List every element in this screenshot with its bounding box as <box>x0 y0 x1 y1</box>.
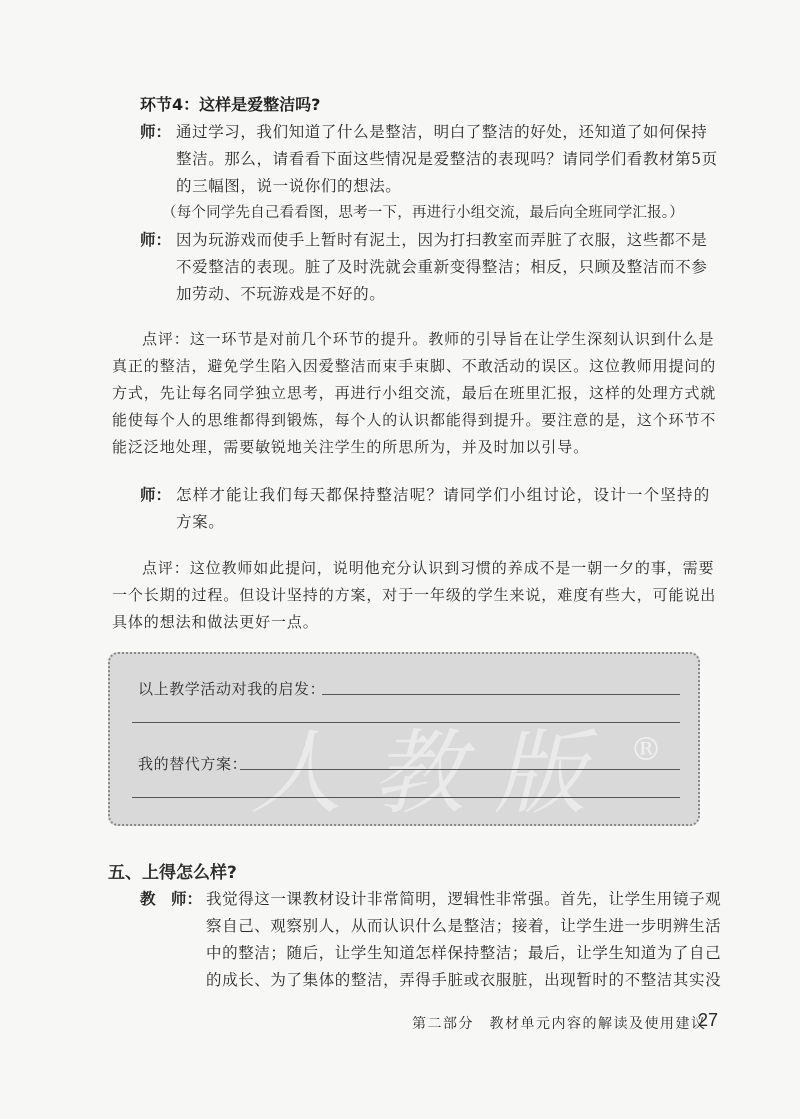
comment-line: 能泛泛地处理，需要敏锐地关注学生的所思所为，并及时加以引导。 <box>112 438 590 456</box>
teacher-label: 师： <box>140 486 172 504</box>
paragraph-line: 整洁。那么，请看看下面这些情况是爱整洁的表现吗？请同学们看教材第5页 <box>176 150 718 168</box>
comment-line: 点评：这位教师如此提问，说明他充分认识到习惯的养成不是一朝一夕的事，需要 <box>142 559 715 577</box>
inspiration-line-1[interactable] <box>322 694 680 695</box>
paragraph-line: 中的整洁；随后，让学生知道怎样保持整洁；最后，让学生知道为了自己 <box>206 944 722 962</box>
paragraph-line: 怎样才能让我们每天都保持整洁呢？请同学们小组讨论，设计一个坚持的 <box>176 486 711 504</box>
alternative-plan-label: 我的替代方案： <box>138 755 248 773</box>
paragraph-line: 我觉得这一课教材设计非常简明，逻辑性非常强。首先，让学生用镜子观 <box>206 890 722 908</box>
comment-line: 一个长期的过程。但设计坚持的方案，对于一年级的学生来说，难度有些大，可能说出 <box>112 586 717 604</box>
paragraph-line: 的三幅图，说一说你们的想法。 <box>176 177 402 195</box>
inspiration-label: 以上教学活动对我的启发： <box>138 680 326 698</box>
section5-title: 五、上得怎么样? <box>108 863 237 883</box>
alternative-line-2[interactable] <box>132 797 680 798</box>
teacher-label: 师： <box>140 123 172 141</box>
comment-line: 具体的想法和做法更好一点。 <box>112 613 319 631</box>
paragraph-line: 的成长、为了集体的整洁，弄得手脏或衣服脏，出现暂时的不整洁其实没 <box>206 971 722 989</box>
paragraph-line: 通过学习，我们知道了什么是整洁，明白了整洁的好处，还知道了如何保持 <box>176 123 708 141</box>
paragraph-line: 不爱整洁的表现。脏了及时洗就会重新变得整洁；相反，只顾及整洁而不参 <box>176 258 708 276</box>
inspiration-line-2[interactable] <box>132 722 680 723</box>
running-footer: 第二部分 教材单元内容的解读及使用建议 <box>412 1016 707 1032</box>
activity-note: （每个同学先自己看看图，思考一下，再进行小组交流，最后向全班同学汇报。） <box>162 205 684 221</box>
comment-line: 能使每个人的思维都得到锻炼，每个人的认识都能得到提升。要注意的是，这个环节不 <box>112 411 717 429</box>
teacher-label: 教 师： <box>140 890 203 908</box>
teacher-label: 师： <box>140 231 172 249</box>
paragraph-line: 方案。 <box>176 513 225 531</box>
alternative-line-1[interactable] <box>240 769 680 770</box>
page-number: 27 <box>698 1010 719 1030</box>
paragraph-line: 因为玩游戏而使手上暂时有泥土，因为打扫教室而弄脏了衣服，这些都不是 <box>176 231 708 249</box>
comment-line: 方式，先让每名同学独立思考，再进行小组交流，最后在班里汇报，这样的处理方式就 <box>112 384 717 402</box>
section4-heading: 环节4：这样是爱整洁吗? <box>140 95 321 114</box>
comment-line: 真正的整洁，避免学生陷入因爱整洁而束手束脚、不敢活动的误区。这位教师用提问的 <box>112 357 717 375</box>
publisher-watermark: 人教版 <box>250 720 617 827</box>
paragraph-line: 察自己、观察别人，从而认识什么是整洁；接着，让学生进一步明辨生活 <box>206 917 722 935</box>
paragraph-line: 加劳动、不玩游戏是不好的。 <box>176 285 386 303</box>
registered-mark: ® <box>630 730 662 768</box>
comment-line: 点评：这一环节是对前几个环节的提升。教师的引导旨在让学生深刻认识到什么是 <box>142 330 715 348</box>
